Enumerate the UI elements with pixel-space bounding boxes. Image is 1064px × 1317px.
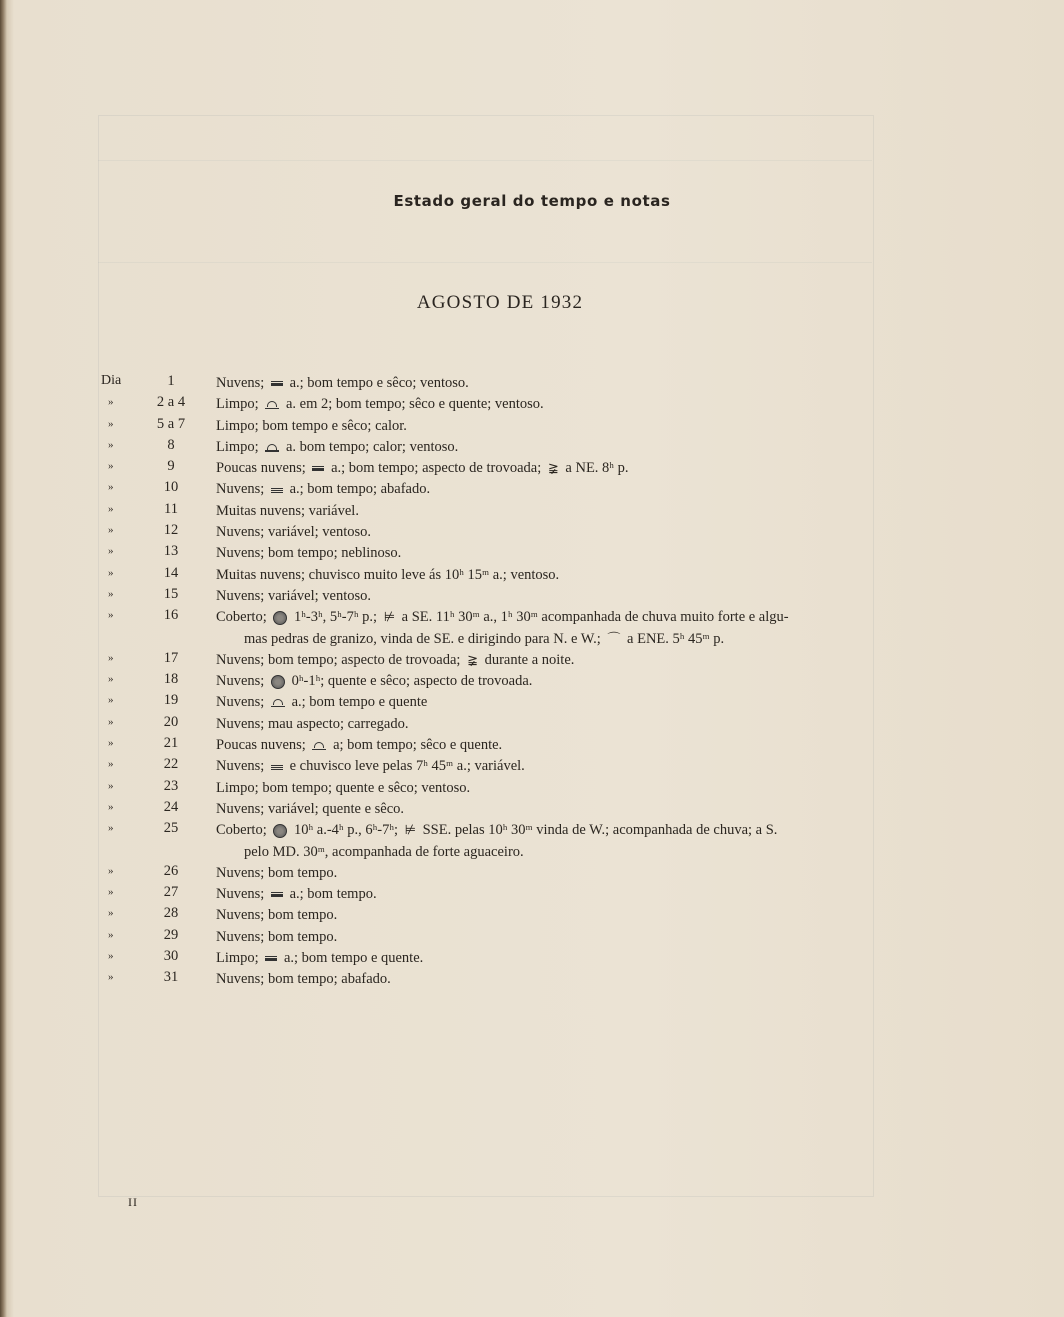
- ditto-mark: »: [108, 438, 114, 451]
- ditto-mark: »: [108, 566, 114, 579]
- day-number: 28: [163, 905, 179, 922]
- weather-entry-row: [0, 884, 1064, 905]
- weather-entry-row: [0, 479, 1064, 500]
- day-number: 16: [163, 607, 179, 624]
- entry-description: [216, 607, 881, 650]
- day-number: 15: [163, 585, 179, 602]
- weather-entry-row: [0, 969, 1064, 990]
- entry-description: [216, 756, 881, 777]
- ditto-mark: »: [108, 950, 114, 963]
- entry-text: Nuvens; variável; quente e sêco.: [216, 800, 405, 817]
- weather-entry-row: [0, 650, 1064, 671]
- entry-text: Limpo;: [216, 438, 263, 455]
- entry-text: Muitas nuvens; variável.: [216, 502, 359, 519]
- dew-symbol-icon: [271, 699, 285, 707]
- day-number: 20: [163, 713, 179, 730]
- entry-text: Muitas nuvens; chuvisco muito leve ás 10ʰ 15ᵐ a.; ventoso.: [216, 566, 560, 583]
- day-number: 25: [163, 820, 179, 837]
- entry-text: Nuvens; bom tempo; aspecto de trovoada;: [216, 651, 465, 668]
- weather-entry-row: [0, 671, 1064, 692]
- day-number: 26: [163, 862, 179, 879]
- ditto-mark: »: [108, 545, 114, 558]
- weather-entry-row: [0, 714, 1064, 735]
- ditto-mark: »: [108, 864, 114, 877]
- entry-text: Limpo;: [216, 396, 263, 413]
- fog-symbol-icon: [271, 381, 283, 386]
- entry-text: Limpo; bom tempo; quente e sêco; ventoso.: [216, 779, 471, 796]
- fog-symbol-icon: [271, 488, 283, 493]
- entry-text: pelo MD. 30ᵐ, acompanhada de forte aguaceiro.: [244, 843, 524, 860]
- day-number: 17: [163, 649, 179, 666]
- bleed-through-rule: [98, 160, 872, 161]
- ditto-mark: »: [108, 737, 114, 750]
- entry-text: Poucas nuvens;: [216, 737, 310, 754]
- fog-symbol-icon: [265, 956, 277, 961]
- entry-description: [216, 586, 881, 607]
- entry-description: [216, 714, 881, 735]
- ditto-mark: »: [108, 822, 114, 835]
- day-number: 22: [163, 756, 179, 773]
- dew-symbol-icon: [312, 742, 326, 750]
- entry-text: durante a noite.: [480, 651, 575, 668]
- ditto-mark: »: [108, 886, 114, 899]
- entry-text: Nuvens; bom tempo; neblinoso.: [216, 545, 402, 562]
- entry-text: a.; bom tempo e quente: [287, 694, 428, 711]
- entry-description: [216, 671, 881, 692]
- weather-entry-row: [0, 607, 1064, 650]
- ditto-mark: »: [108, 481, 114, 494]
- weather-entry-row: [0, 799, 1064, 820]
- entry-text: 0ʰ-1ʰ; quente e sêco; aspecto de trovoada.: [287, 673, 533, 690]
- rainbow-symbol-icon: ⌒: [607, 631, 621, 647]
- entry-text: Poucas nuvens;: [216, 460, 310, 477]
- entry-text: Nuvens;: [216, 673, 268, 690]
- month-title: AGOSTO DE 1932: [416, 292, 584, 313]
- entry-text: Nuvens; bom tempo.: [216, 907, 338, 924]
- entry-text: Nuvens; bom tempo; abafado.: [216, 971, 391, 988]
- ditto-mark: »: [108, 800, 114, 813]
- entry-continuation: [216, 629, 881, 650]
- rain-symbol-icon: [273, 611, 287, 625]
- fog-symbol-icon: [312, 466, 324, 471]
- weather-entries-list: [0, 373, 1064, 991]
- ditto-mark: »: [108, 758, 114, 771]
- entry-text: e chuvisco leve pelas 7ʰ 45ᵐ a.; variável.: [285, 758, 525, 775]
- thunderstorm-symbol-icon: ⊭: [404, 823, 416, 839]
- dew-symbol-icon: [265, 401, 279, 409]
- day-number: 29: [163, 926, 179, 943]
- rain-symbol-icon: [273, 824, 287, 838]
- day-number: 27: [163, 884, 179, 901]
- day-number: 19: [163, 692, 179, 709]
- lightning-symbol-icon: ≩: [467, 652, 478, 668]
- weather-entry-row: [0, 820, 1064, 863]
- day-number: 12: [163, 522, 179, 539]
- entry-text: Coberto;: [216, 822, 271, 839]
- entry-description: [216, 394, 881, 415]
- weather-entry-row: [0, 905, 1064, 926]
- ditto-mark: »: [108, 651, 114, 664]
- day-number: 21: [163, 735, 179, 752]
- weather-entry-row: [0, 373, 1064, 394]
- entry-description: [216, 735, 881, 756]
- dew-symbol-icon: [265, 444, 279, 452]
- day-number: 14: [163, 564, 179, 581]
- weather-entry-row: [0, 565, 1064, 586]
- entry-text: Nuvens; bom tempo.: [216, 928, 338, 945]
- entry-text: a.; bom tempo; abafado.: [285, 481, 431, 498]
- ditto-mark: »: [108, 715, 114, 728]
- day-number: 23: [163, 777, 179, 794]
- entry-text: Limpo; bom tempo e sêco; calor.: [216, 417, 407, 434]
- entry-text: 1ʰ-3ʰ, 5ʰ-7ʰ p.;: [290, 609, 381, 626]
- ditto-mark: »: [108, 928, 114, 941]
- ditto-mark: »: [108, 779, 114, 792]
- entry-text: Nuvens; variável; ventoso.: [216, 587, 372, 604]
- entry-description: [216, 884, 881, 905]
- entry-description: [216, 373, 881, 394]
- entry-description: [216, 905, 881, 926]
- day-number: 30: [163, 948, 179, 965]
- ditto-mark: »: [108, 524, 114, 537]
- ditto-mark: »: [108, 502, 114, 515]
- entry-text: Nuvens;: [216, 758, 268, 775]
- entry-continuation: [216, 842, 881, 863]
- day-number: 5 a 7: [156, 415, 186, 432]
- ditto-mark: »: [108, 609, 114, 622]
- weather-entry-row: [0, 522, 1064, 543]
- entry-description: [216, 522, 881, 543]
- entry-text: a SE. 11ʰ 30ᵐ a., 1ʰ 30ᵐ acompanhada de chuva muito forte e algu-: [398, 609, 789, 626]
- weather-entry-row: [0, 458, 1064, 479]
- entry-text: a ENE. 5ʰ 45ᵐ p.: [623, 630, 725, 647]
- ditto-mark: »: [108, 694, 114, 707]
- weather-entry-row: [0, 543, 1064, 564]
- thunderstorm-symbol-icon: ⊭: [383, 610, 396, 626]
- entry-text: Coberto;: [216, 609, 271, 626]
- entry-description: [216, 458, 881, 479]
- weather-entry-row: [0, 756, 1064, 777]
- entry-text: Nuvens; bom tempo.: [216, 864, 338, 881]
- entry-description: [216, 437, 881, 458]
- day-number: 18: [163, 671, 179, 688]
- ditto-mark: »: [108, 587, 114, 600]
- day-number: 11: [164, 500, 178, 517]
- weather-entry-row: [0, 778, 1064, 799]
- entry-description: [216, 479, 881, 500]
- day-number: 8: [167, 436, 175, 453]
- ditto-mark: »: [108, 396, 114, 409]
- entry-description: [216, 927, 881, 948]
- entry-description: [216, 416, 881, 437]
- entry-description: [216, 863, 881, 884]
- weather-entry-row: [0, 437, 1064, 458]
- entry-description: [216, 650, 881, 671]
- entry-text: Nuvens;: [216, 375, 268, 391]
- entry-description: [216, 799, 881, 820]
- weather-entry-row: [0, 927, 1064, 948]
- entry-description: [216, 778, 881, 799]
- weather-entry-row: [0, 501, 1064, 522]
- entry-text: a. bom tempo; calor; ventoso.: [282, 438, 459, 455]
- weather-entry-row: [0, 735, 1064, 756]
- weather-entry-row: [0, 586, 1064, 607]
- page-number: II: [128, 1195, 138, 1209]
- weather-entry-row: [0, 394, 1064, 415]
- entry-text: a. em 2; bom tempo; sêco e quente; ventoso.: [282, 396, 544, 413]
- entry-text: a.; bom tempo.: [285, 886, 377, 903]
- entry-text: Nuvens; mau aspecto; carregado.: [216, 715, 409, 732]
- section-heading: Estado geral do tempo e notas: [393, 192, 671, 210]
- entry-text: Nuvens; variável; ventoso.: [216, 524, 372, 541]
- entry-description: [216, 565, 881, 586]
- day-number: 31: [163, 969, 179, 986]
- entry-text: a.; bom tempo e sêco; ventoso.: [285, 375, 469, 391]
- entry-text: Nuvens;: [216, 886, 268, 903]
- entry-text: a.; bom tempo e quente.: [280, 950, 424, 967]
- ditto-mark: »: [108, 907, 114, 920]
- fog-symbol-icon: [271, 765, 283, 770]
- entry-text: SSE. pelas 10ʰ 30ᵐ vinda de W.; acompanhada de chuva; a S.: [418, 822, 778, 839]
- weather-entry-row: [0, 948, 1064, 969]
- entry-text: Nuvens;: [216, 694, 268, 711]
- weather-entry-row: [0, 416, 1064, 437]
- entry-description: [216, 948, 881, 969]
- lightning-symbol-icon: ≩: [547, 461, 559, 477]
- entry-text: a.; bom tempo; aspecto de trovoada;: [327, 460, 545, 477]
- entry-description: [216, 820, 881, 863]
- day-number: 1: [167, 373, 175, 389]
- entry-description: [216, 501, 881, 522]
- day-number: 2 a 4: [156, 394, 186, 411]
- entry-description: [216, 692, 881, 713]
- entry-text: mas pedras de granizo, vinda de SE. e dirigindo para N. e W.;: [244, 630, 605, 647]
- day-number: 9: [167, 458, 175, 475]
- ditto-mark: »: [108, 673, 114, 686]
- day-label: Dia: [101, 373, 122, 388]
- entry-text: a; bom tempo; sêco e quente.: [329, 737, 503, 754]
- entry-text: Limpo;: [216, 950, 263, 967]
- bleed-through-rule: [98, 262, 872, 263]
- weather-entry-row: [0, 692, 1064, 713]
- entry-text: a NE. 8ʰ p.: [561, 460, 629, 477]
- day-number: 10: [163, 479, 179, 496]
- rain-symbol-icon: [271, 675, 285, 689]
- entry-text: 10ʰ a.-4ʰ p., 6ʰ-7ʰ;: [290, 822, 402, 839]
- fog-symbol-icon: [271, 892, 283, 897]
- ditto-mark: »: [108, 971, 114, 984]
- entry-description: [216, 969, 881, 990]
- entry-description: [216, 543, 881, 564]
- ditto-mark: »: [108, 460, 114, 473]
- ditto-mark: »: [108, 417, 114, 430]
- weather-entry-row: [0, 863, 1064, 884]
- day-number: 24: [163, 798, 179, 815]
- day-number: 13: [163, 543, 179, 560]
- entry-text: Nuvens;: [216, 481, 268, 498]
